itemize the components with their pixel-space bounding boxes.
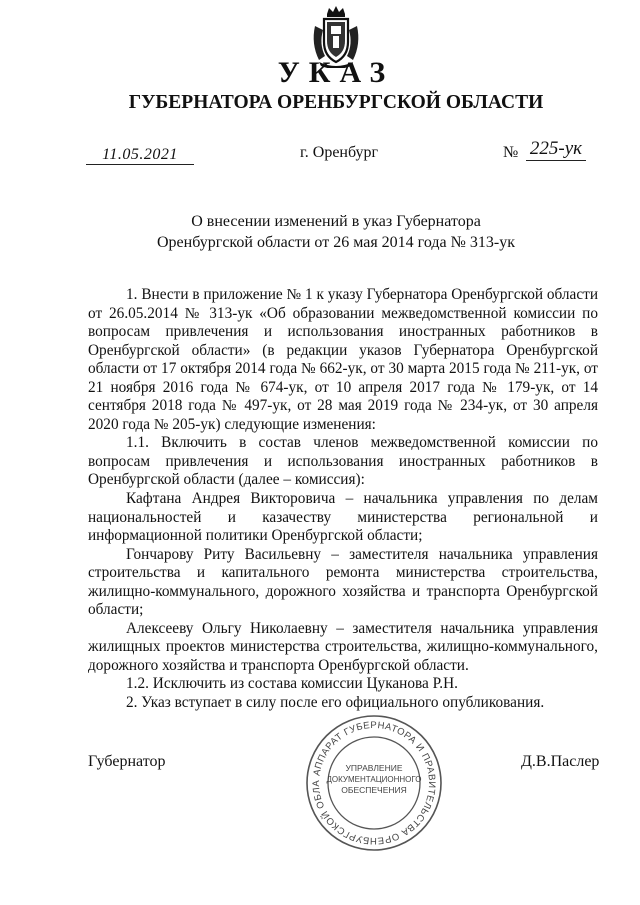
- member-alekseeva: Алексееву Ольгу Николаевну – заместителя начальника управления жилищных проектов министерства строительства, жилищно-коммунального, дорожного хозяйства и транспорта Оренбургской области.: [88, 619, 598, 674]
- signatory-name: Д.В.Паслер: [521, 753, 600, 770]
- paragraph-1-2: 1.2. Исключить из состава комиссии Цуканова Р.Н.: [126, 675, 458, 693]
- svg-text:УПРАВЛЕНИЕ: УПРАВЛЕНИЕ: [345, 763, 403, 773]
- city-label: г. Оренбург: [300, 144, 379, 161]
- paragraph-2: 2. Указ вступает в силу после его официального опубликования.: [126, 694, 545, 712]
- paragraph-1: 1. Внести в приложение № 1 к указу Губернатора Оренбургской области от 26.05.2014 № 313-ук «Об образовании межведомственной комиссии по вопросам привлечения и использования иностранных работников в Оренбургской области» (в редакции указов Губернатора Оренбургской области от 17 октября 2014 года № 662-ук, от 30 марта 2015 года № 211-ук, от 21 ноября 2016 года № 674-ук, от 10 апреля 2017 года № 179-ук, от 14 сентября 2018 года № 497-ук, от 28 мая 2019 года № 234-ук, от 30 апреля 2020 года № 205-ук) следующие изменения:: [88, 286, 598, 433]
- decree-number: 225-ук: [526, 138, 586, 161]
- decree-body: [88, 286, 598, 713]
- svg-text:ОБЕСПЕЧЕНИЯ: ОБЕСПЕЧЕНИЯ: [341, 785, 407, 795]
- document-title: УКАЗ: [277, 56, 395, 89]
- decree-date: 11.05.2021: [86, 146, 194, 165]
- signatory-position: Губернатор: [88, 753, 166, 770]
- member-goncharova: Гончарову Риту Васильевну – заместителя начальника управления строительства и капитального ремонта министерства строительства, жилищно-коммунального, дорожного хозяйства и транспорта Оренбургской области;: [88, 545, 598, 619]
- svg-text:ДОКУМЕНТАЦИОННОГО: ДОКУМЕНТАЦИОННОГО: [326, 775, 422, 784]
- member-kaftan: Кафтана Андрея Викторовича – начальника управления по делам национальностей и казачеству министерства региональной и информационной политики Оренбургской области;: [88, 490, 598, 545]
- decree-heading: О внесении изменений в указ Губернатора Оренбургской области от 26 мая 2014 года № 313-ук: [157, 213, 515, 251]
- official-stamp: [304, 713, 444, 853]
- paragraph-1-1: 1.1. Включить в состав членов межведомственной комиссии по вопросам привлечения и использования иностранных работников в Оренбургской области (далее – комиссия):: [88, 434, 598, 489]
- svg-text:АППАРАТ ГУБЕРНАТОРА И ПРАВИТЕЛ: АППАРАТ ГУБЕРНАТОРА И ПРАВИТЕЛЬСТВА ОРЕНБУРГСКОЙ ОБЛА: [310, 719, 438, 847]
- number-sign: №: [503, 144, 519, 161]
- document-subtitle: ГУБЕРНАТОРА ОРЕНБУРГСКОЙ ОБЛАСТИ: [128, 92, 544, 113]
